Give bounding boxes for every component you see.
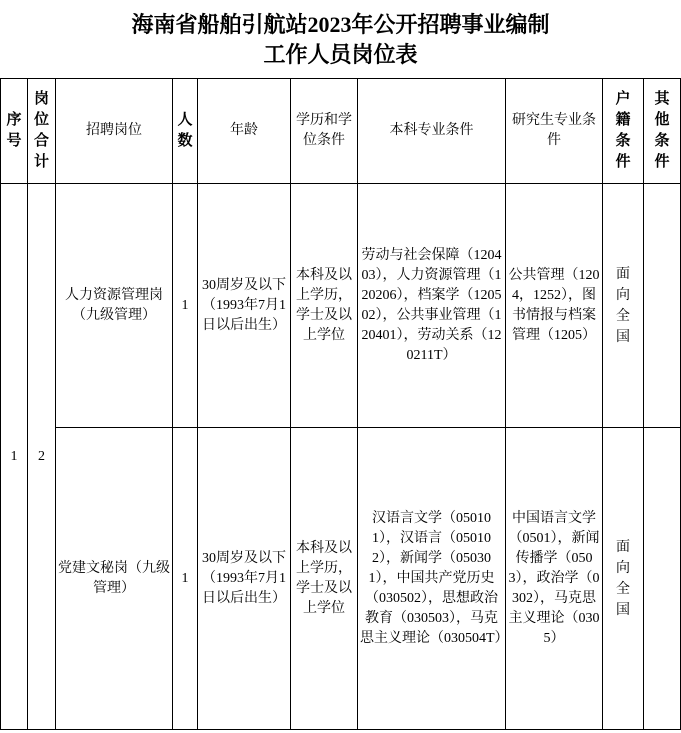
page-title xyxy=(0,0,681,78)
column-header-other xyxy=(644,79,681,184)
cell-undergraduate-major: 汉语言文学（050101），汉语言（050102），新闻学（050301），中国共产党历史（030502），思想政治教育（030503），马克思主义理论（030504T） xyxy=(358,428,506,730)
column-header-seq-label: 序号 xyxy=(6,112,22,149)
cell-other-requirement xyxy=(644,428,681,730)
cell-postgraduate-major: 公共管理（1204，1252），图书情报与档案管理（1205） xyxy=(506,184,603,428)
cell-undergraduate-major: 劳动与社会保障（120403），人力资源管理（120206），档案学（120502），公共事业管理（120401），劳动关系（120211T） xyxy=(358,184,506,428)
cell-age-requirement: 30周岁及以下（1993年7月1日以后出生） xyxy=(198,184,291,428)
column-header-total-label: 岗位合计 xyxy=(33,91,49,170)
table-header-row xyxy=(1,79,681,184)
column-header-pg-major: 研究生专业条件 xyxy=(506,79,603,184)
cell-sequence-number: 1 xyxy=(1,184,28,730)
column-header-edu: 学历和学位条件 xyxy=(291,79,358,184)
cell-post-name: 党建文秘岗（九级管理） xyxy=(56,428,173,730)
cell-household-value: 面向全国 xyxy=(616,539,630,618)
column-header-other-label: 其他条件 xyxy=(654,91,670,170)
table-row xyxy=(1,184,681,428)
cell-postgraduate-major: 中国语言文学（0501），新闻传播学（0503），政治学（0302），马克思主义理论（0305） xyxy=(506,428,603,730)
cell-household-value: 面向全国 xyxy=(616,266,630,345)
column-header-post: 招聘岗位 xyxy=(56,79,173,184)
cell-education-requirement: 本科及以上学历，学士及以上学位 xyxy=(291,428,358,730)
column-header-ug-major: 本科专业条件 xyxy=(358,79,506,184)
page-title-line-1: 海南省船舶引航站2023年公开招聘事业编制 xyxy=(131,12,550,37)
cell-household-requirement xyxy=(603,184,644,428)
column-header-household xyxy=(603,79,644,184)
column-header-num xyxy=(173,79,198,184)
column-header-household-label: 户籍条件 xyxy=(615,91,631,170)
page-title-line-2: 工作人员岗位表 xyxy=(263,42,418,67)
cell-age-requirement: 30周岁及以下（1993年7月1日以后出生） xyxy=(198,428,291,730)
column-header-total xyxy=(28,79,56,184)
job-positions-table xyxy=(0,78,681,730)
column-header-num-label: 人数 xyxy=(177,112,193,149)
cell-other-requirement xyxy=(644,184,681,428)
column-header-age: 年龄 xyxy=(198,79,291,184)
cell-position-total: 2 xyxy=(28,184,56,730)
table-row xyxy=(1,428,681,730)
cell-headcount: 1 xyxy=(173,428,198,730)
cell-education-requirement: 本科及以上学历，学士及以上学位 xyxy=(291,184,358,428)
column-header-seq xyxy=(1,79,28,184)
cell-headcount: 1 xyxy=(173,184,198,428)
cell-household-requirement xyxy=(603,428,644,730)
cell-post-name: 人力资源管理岗（九级管理） xyxy=(56,184,173,428)
